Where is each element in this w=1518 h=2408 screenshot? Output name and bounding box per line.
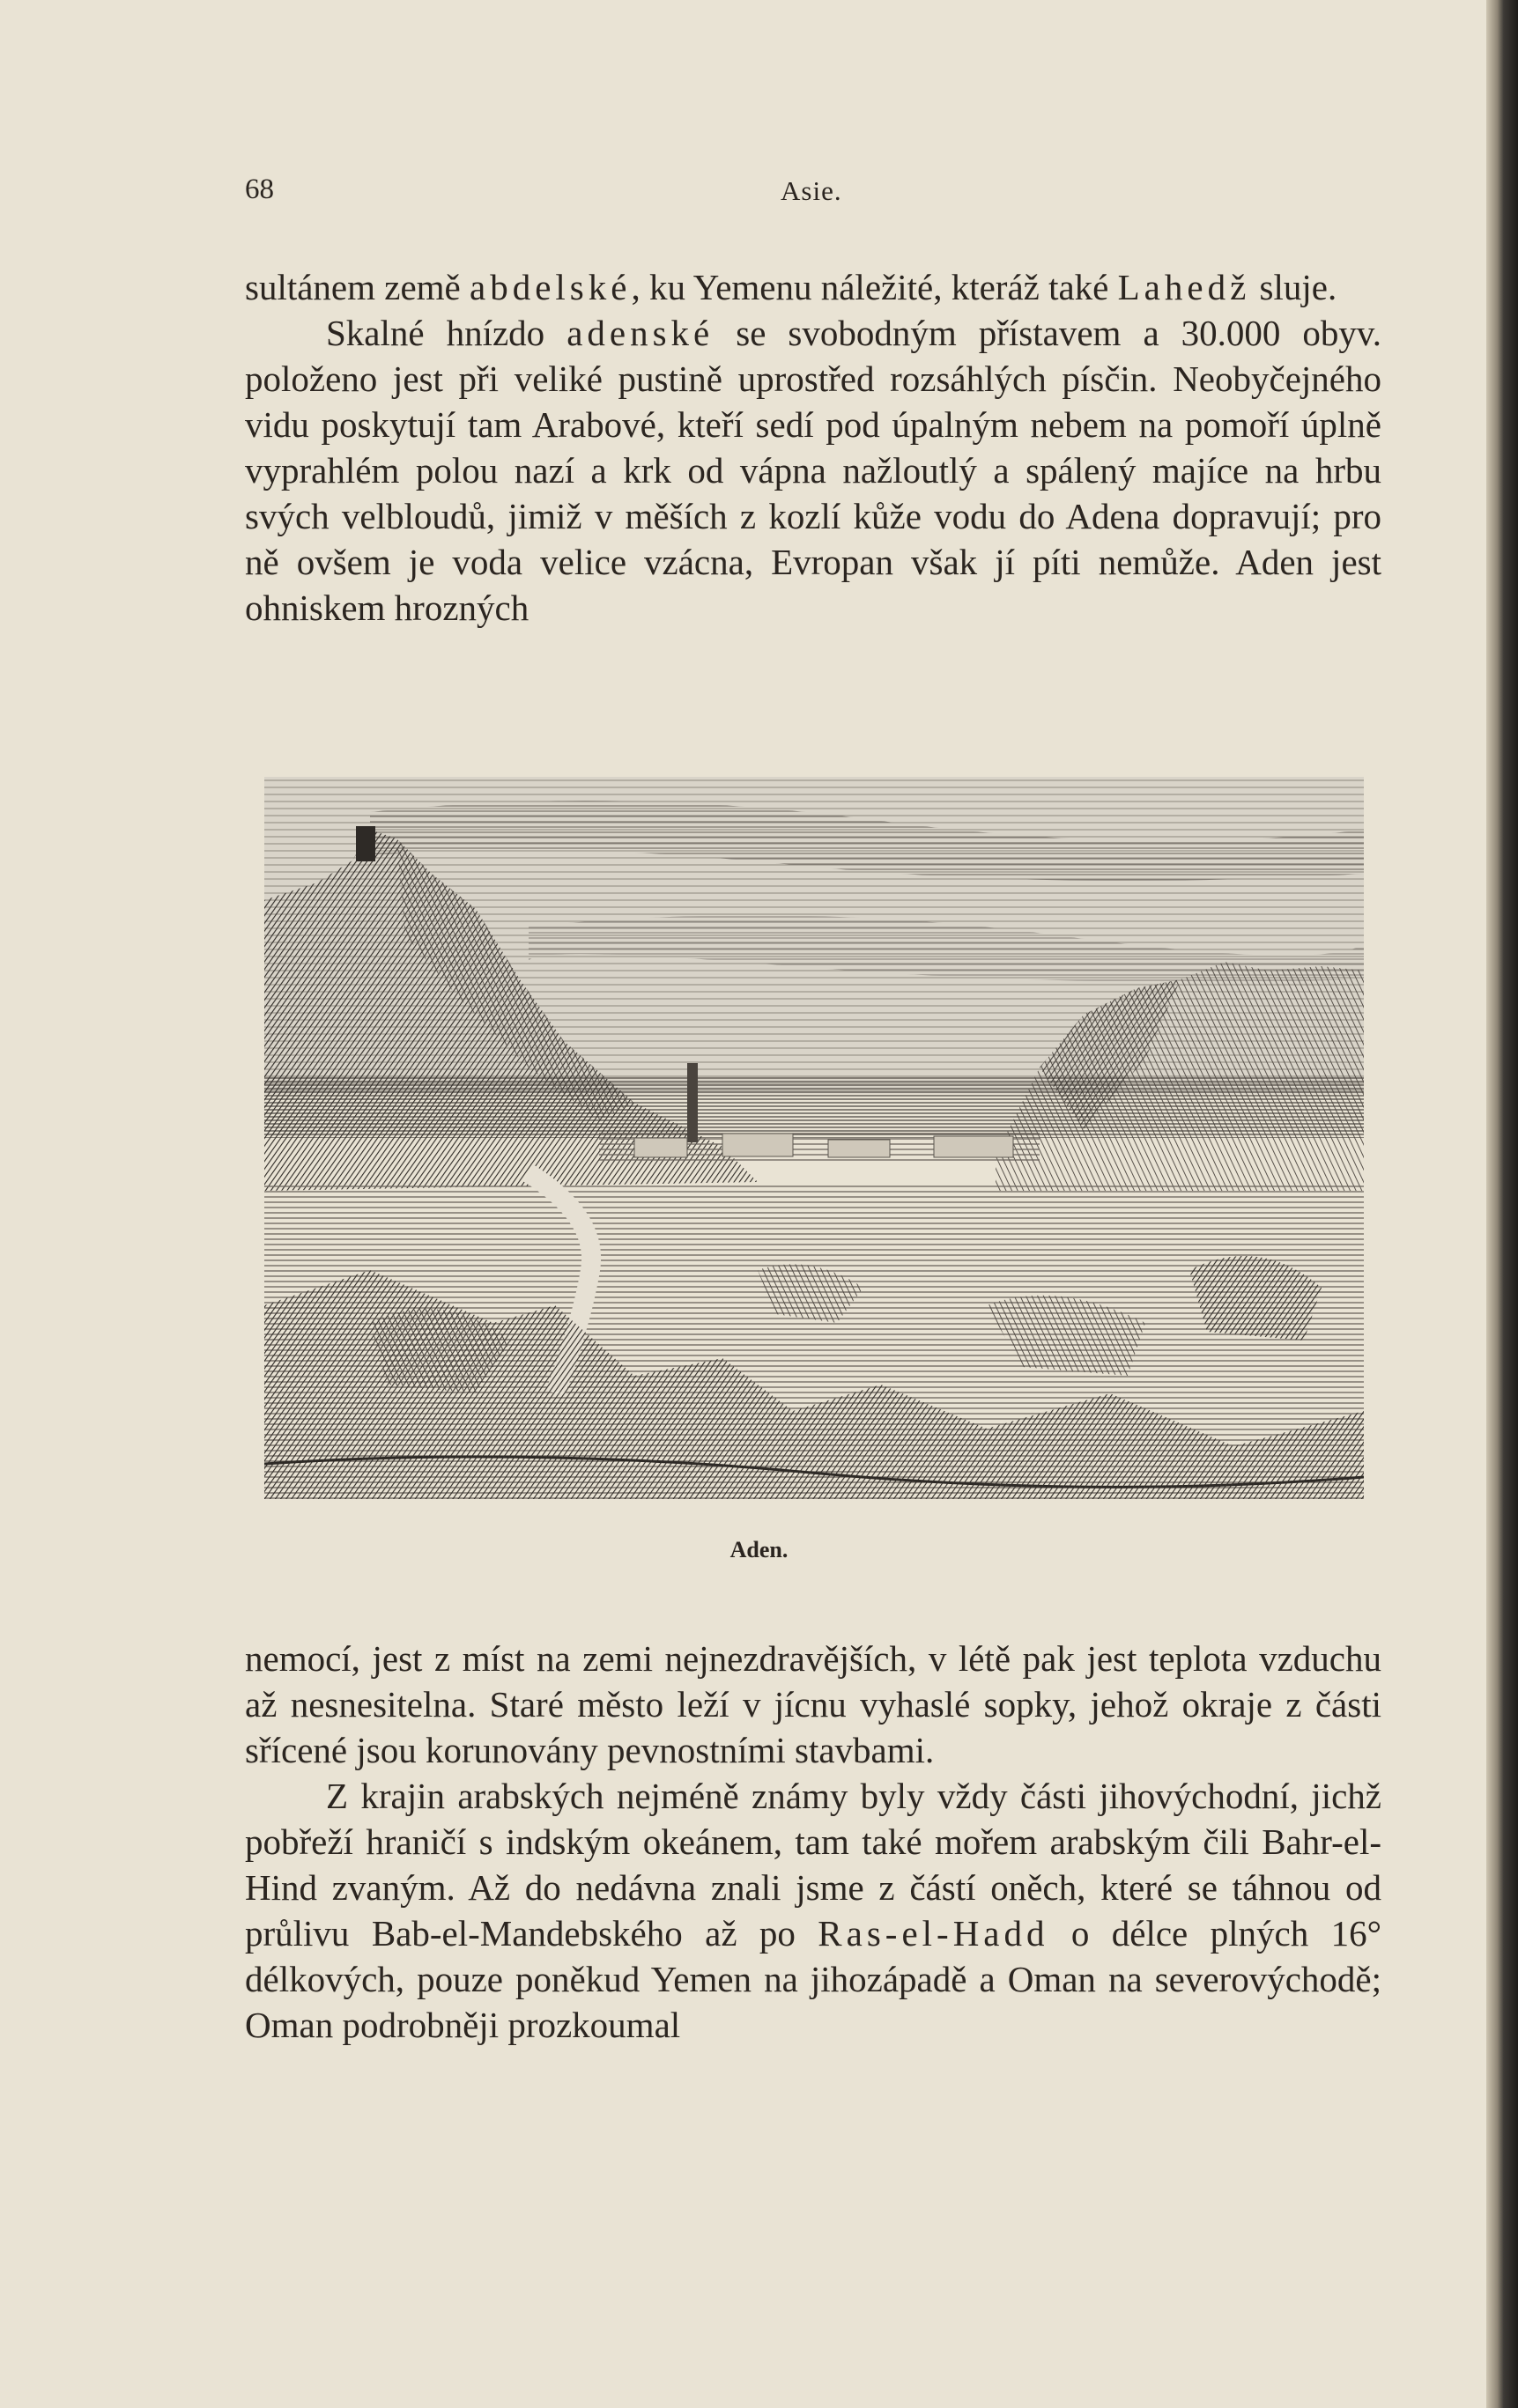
paragraph-sultan [245,264,1381,310]
fortress-tower [356,826,375,861]
text-run: sultánem země [245,267,470,307]
text-run: se svobodným přístavem a 30.000 obyv. položeno jest při veliké pustině uprostřed rozsáhlých písčin. Neobyčejného vidu poskytují tam Arabové, kteří sedí pod úpalným nebem na pomoří úplně vyprahlém polou nazí a krk od vápna nažloutlý a spálený majíce na hrbu svých velbloudů, jimiž v měších z kozlí kůže vodu do Adena dopravují; pro ně ovšem je voda velice vzácna, Evropan však jí píti nemůže. Aden jest ohniskem hrozných [245,313,1381,628]
text-run: Z krajin arabských nejméně známy byly vždy části jihovýchodní, jichž pobřeží hraničí s indským okeánem, tam také mořem arabským čili Bahr-el-Hind zvaným. Až do nedávna znali jsme z částí oněch, které se táhnou od průlivu Bab-el-Mandebského až po [245,1776,1381,1954]
paragraph-arabia-regions [245,1773,1381,2048]
page-header [0,174,1518,218]
paragraph-diseases: nemocí, jest z míst na zemi nejnezdravějších, v létě pak jest teplota vzduchu až nesnesitelna. Staré město leží v jícnu vyhaslé sopky, jehož okraje z části sřícené jsou korunovány pevnostními stavbami. [245,1638,1381,1770]
spaced-term: Ras-el-Hadd [818,1913,1049,1954]
spaced-term: Lahedž [1117,267,1251,307]
text-run: Skalné hnízdo [326,313,567,353]
top-text-block [245,264,1381,631]
page-edge-shadow [1486,0,1518,2408]
page-number: 68 [245,174,274,205]
spaced-term: abdelské [470,267,632,307]
paragraph-aden [245,310,1381,631]
bottom-text-block [245,1636,1381,2048]
text-run: o délce plných 16° délkových, pouze poněkud Yemen na jihozápadě a Oman na severovýchodě; Oman podrobněji prozkoumal [245,1913,1381,2045]
running-head: Asie. [781,175,842,206]
spaced-term: adenské [566,313,715,353]
text-run: sluje. [1250,267,1337,307]
aden-engraving [264,777,1364,1499]
figure-caption: Aden. [729,1537,789,1562]
text-run: , ku Yemenu náležité, kteráž také [631,267,1118,307]
